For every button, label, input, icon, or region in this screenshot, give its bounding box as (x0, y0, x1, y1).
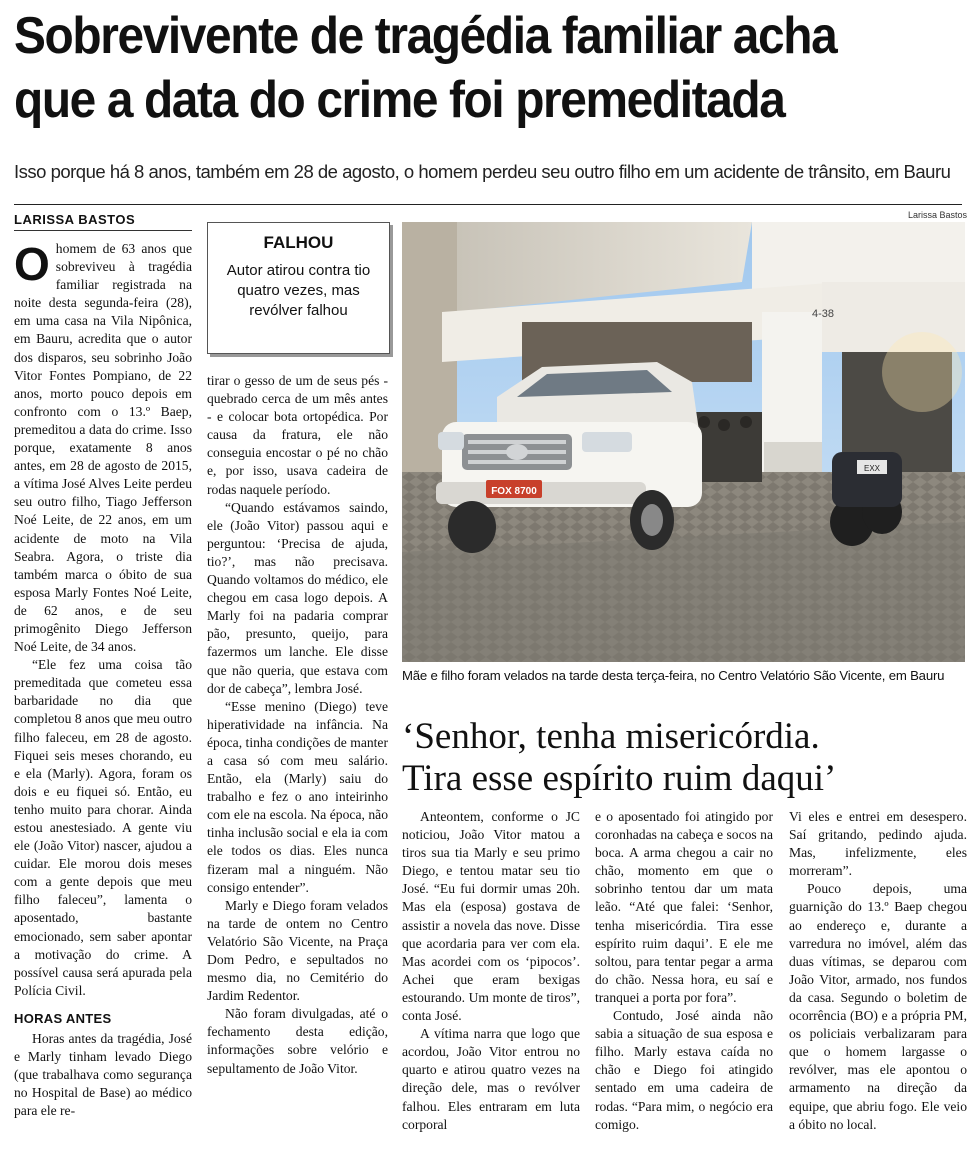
quote-line-2: Tira esse espírito ruim daqui’ (402, 758, 837, 799)
paragraph: Contudo, José ainda não sabia a situação de sua esposa e filho. Marly estava caída no chão e Diego foi atingido sentado em uma cadeira de rodas. “Para mim, o negócio era comigo. (595, 1008, 773, 1132)
article-column-2 (207, 372, 388, 1078)
section-subtitle: HORAS ANTES (14, 1010, 112, 1026)
paragraph: Horas antes da tragédia, José e Marly tinham levado Diego (que trabalhava como segurança no Hospital de Base) ao médico para ele re- (14, 1031, 192, 1119)
paragraph: homem de 63 anos que sobreviveu à tragédia familiar registrada na noite desta segunda-feira (28), em uma casa na Vila Nipônica, em Bauru, acredita que o autor dos disparos, seu sobrinho João Vitor Fontes Pompiano, de 22 anos, morto pouco depois em confronto com o 13.º Baep, premeditou a data do crime. Isso porque, exatamente 8 anos antes, em 28 de agosto de 2015, a vítima José Alves Leite perdeu seu outro filho, Tiago Jefferson Noé Leite, de 22 anos, em um acidente de moto na Vila Seabra. Agora, o triste dia também marca o óbito de sua esposa Marly Fontes Noé Leite, de 62 anos, e de seu primogênito Diego Jefferson Noé Leite, de 34 anos. (14, 241, 192, 655)
paragraph: Anteontem, conforme o JC noticiou, João Vitor matou a tiros sua tia Marly e seu primo Diego, e tentou matar seu tio José. “Eu fui dormir umas 20h. Mas ela (esposa) gostava de assistir a novela das nove. Disse que acordaria para ver com ela. Mas acordei com os ‘pipocos’. Achei que eram bexigas estourando. Um monte de tiros”, conta José. (402, 809, 580, 1024)
byline: LARISSA BASTOS (14, 212, 136, 227)
top-divider (14, 204, 962, 205)
paragraph: A vítima narra que logo que acordou, João Vitor entrou no quarto e atirou quatro vezes na direção dele, mas o revólver falhou. Eles entraram em luta corporal (402, 1026, 580, 1132)
paragraph: Marly e Diego foram velados na tarde de ontem no Centro Velatório São Vicente, na Praça Dom Pedro, e sepultados no mesmo dia, no Cemitério do Jardim Redentor. (207, 897, 388, 1004)
pull-quote (402, 716, 967, 800)
paragraph: “Ele fez uma coisa tão premeditada que cometeu essa barbaridade no dia que completou 8 anos que meu outro filho faleceu, em 28 de agosto. Fiquei seis meses chorando, eu e ela (Marly). Agora, foram os dois e eu fiquei só. Então, eu tenho muito para chorar. Ainda estou anestesiado. A gente viu ele (João Vitor) nascer, ajudou a cuidar. Ele morou dois meses com a gente depois que meu filho faleceu”, lamenta o aposentado, bastante emocionado, sem saber apontar a motivação do crime. A possível causa será apurada pela Polícia Civil. (14, 657, 192, 998)
article-column-1 (14, 240, 192, 1121)
drop-cap: O (14, 238, 50, 290)
headline-line-2: que a data do crime foi premeditada (14, 71, 785, 129)
paragraph: Vi eles e entrei em desespero. Saí gritando, pedindo ajuda. Mas, infelizmente, eles morreram”. (789, 809, 967, 879)
byline-divider (14, 230, 192, 231)
moto-plate: EXX (863, 464, 881, 473)
article-column-3 (402, 808, 580, 1134)
paragraph: Não foram divulgadas, até o fechamento desta edição, informações sobre velório e sepultamento de João Vitor. (207, 1006, 388, 1076)
box-text: Autor atirou contra tio quatro vezes, mas revólver falhou (226, 262, 371, 319)
article-column-4 (595, 808, 773, 1134)
sidebar-box (207, 222, 390, 354)
subheadline: Isso porque há 8 anos, também em 28 de agosto, o homem perdeu seu outro filho em um acidente de trânsito, em Bauru (14, 161, 951, 182)
lens-flare (882, 332, 962, 412)
photo-credit: Larissa Bastos (907, 210, 967, 220)
paragraph: tirar o gesso de um de seus pés - quebrado cerca de um mês antes - e colocar bota ortopédica. Por causa da fratura, ele não conseguia encostar o pé no chão e, por isso, usava cadeira de rodas naquele período. (207, 373, 388, 497)
license-plate: FOX 8700 (491, 486, 537, 497)
box-title: FALHOU (263, 233, 334, 252)
photo-caption: Mãe e filho foram velados na tarde desta terça-feira, no Centro Velatório São Vicente, em Bauru (402, 668, 945, 683)
paragraph: “Esse menino (Diego) teve hiperatividade na infância. Na época, tinha condições de manter a casa só com meu salário. Então, ela (Marly) saiu do trabalho e fez o ano inteirinho com ele na escola. Na época, não tinha inclusão social e ela ia com ele todos os dias. Eles nunca fizeram mal a ninguém. Não consigo entender”. (207, 698, 388, 895)
paragraph: “Quando estávamos saindo, ele (João Vitor) passou aqui e perguntou: ‘Precisa de ajuda, tio?’, mas não precisava. Quando voltamos do médico, ele chegou em casa logo depois. A Marly foi na padaria comprar pão, presunto, queijo, para fazermos um lanche. Ele disse que não queria, que estava com dor de cabeça”, lembra José. (207, 499, 388, 696)
article-column-5 (789, 808, 967, 1134)
headline (14, 4, 893, 132)
quote-line-1: ‘Senhor, tenha misericórdia. (402, 716, 820, 757)
house-number: 4-38 (812, 308, 835, 320)
headline-line-1: Sobrevivente de tragédia familiar acha (14, 7, 837, 65)
paragraph: Pouco depois, uma guarnição do 13.º Baep chegou ao endereço e, durante a varredura no imóvel, além das duas vítimas, se deparou com João Vitor, armado, nos fundos da casa. Segundo o boletim de ocorrência (BO) e a própria PM, os policiais verbalizaram para que o homem largasse o revólver, mas ele apontou o armamento na direção da equipe, que abriu fogo. Ele veio a óbito no local. (789, 881, 967, 1132)
paragraph: e o aposentado foi atingido por coronhadas na cabeça e socos na boca. A arma chegou a cair no chão, momento em que o sobrinho tentou dar um mata leão. “Até que falei: ‘Senhor, tenha misericórdia. Tira esse espírito ruim daqui’. E ele me soltou, para tentar pegar a arma do chão. Nessa hora, eu saí e tranquei a porta por fora”. (595, 809, 773, 1005)
news-photo (402, 222, 965, 662)
